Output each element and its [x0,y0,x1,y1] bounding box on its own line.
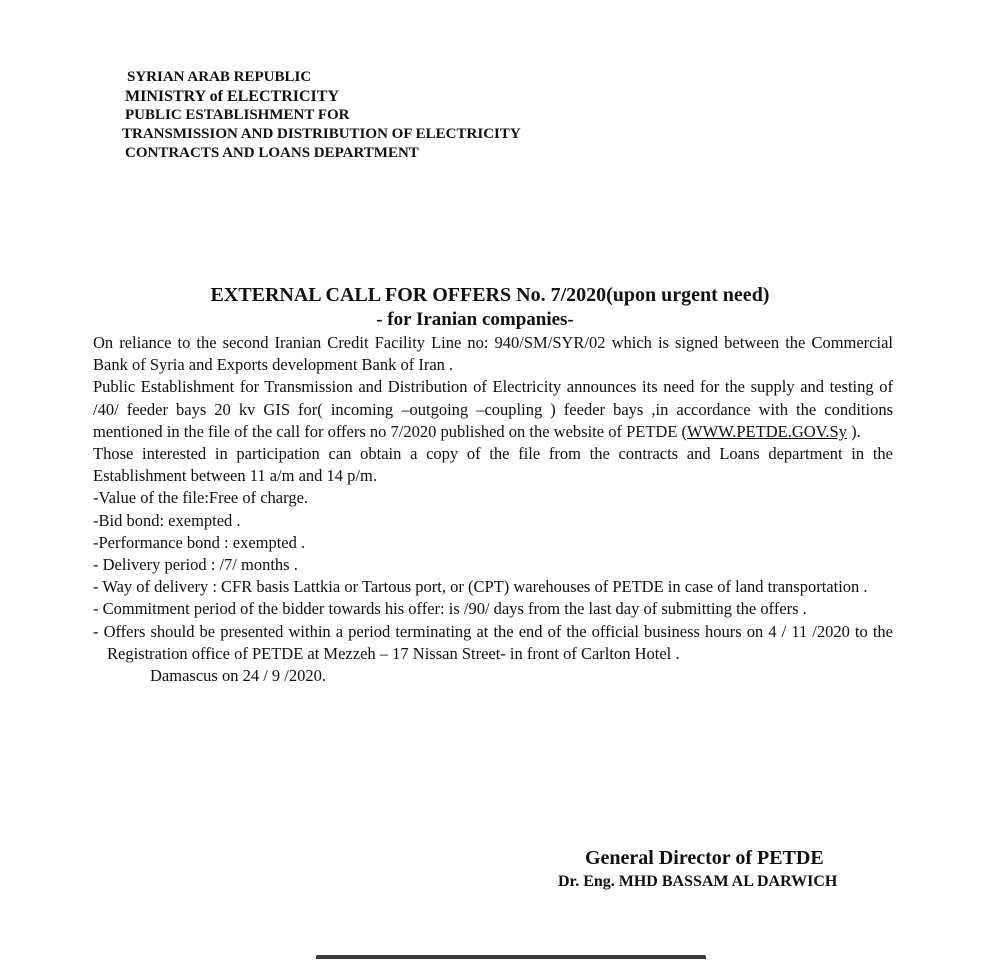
announcement-text: Public Establishment for Transmission and Distribution of Electricity announces its need for the supply and testing of /40/ feeder bays 20 kv GIS for( incoming –outgoing –coupling ) feeder bays ,in accordance with the conditions mentioned in the file of the call for offers no 7/2020 published on the website of PETDE ( [93,377,893,441]
letterhead-ministry: MINISTRY of ELECTRICITY [125,88,339,105]
letterhead-department: CONTRACTS AND LOANS DEPARTMENT [125,145,419,161]
signatory-title: General Director of PETDE [585,847,824,869]
participation-paragraph: Those interested in participation can obtain a copy of the file from the contracts and Loans department in the Establishment between 11 a/m and 14 p/m. [93,444,893,486]
letterhead [0,68,521,163]
file-value-item: -Value of the file:Free of charge. [93,488,309,508]
page-bottom-edge [316,955,706,959]
offers-submission-item: - Offers should be presented within a period terminating at the end of the official business hours on 4 / 11 /2020 to the Registration office of PETDE at Mezzeh – 17 Nissan Street- in front of Carlton Hotel . [93,621,893,663]
delivery-period-item: - Delivery period : /7/ months . [93,555,298,575]
performance-bond-item: -Performance bond : exempted . [93,532,306,552]
delivery-way-item: - Way of delivery : CFR basis Lattkia or Tartous port, or (CPT) warehouses of PETDE in case of land transportation . [93,577,868,597]
document-date: Damascus on 24 / 9 /2020. [150,666,326,686]
bid-bond-item: -Bid bond: exempted . [93,510,241,530]
website-link[interactable]: WWW.PETDE.GOV.Sy [687,421,847,441]
announcement-paragraph [93,376,893,443]
document-body [93,332,893,687]
letterhead-establishment-scope: TRANSMISSION AND DISTRIBUTION OF ELECTRICITY [122,126,521,142]
signatory-name: Dr. Eng. MHD BASSAM AL DARWICH [558,873,838,890]
credit-line-paragraph: On reliance to the second Iranian Credit Facility Line no: 940/SM/SYR/02 which is signed between the Commercial Bank of Syria and Exports development Bank of Iran . [93,333,893,375]
announcement-text-end: ). [847,421,861,441]
document-title: EXTERNAL CALL FOR OFFERS No. 7/2020(upon urgent need) [210,284,770,306]
document-subtitle: - for Iranian companies- [376,309,574,330]
letterhead-country: SYRIAN ARAB REPUBLIC [127,69,312,85]
commitment-period-item: - Commitment period of the bidder towards his offer: is /90/ days from the last day of submitting the offers . [93,599,807,619]
letterhead-establishment: PUBLIC ESTABLISHMENT FOR [125,107,350,123]
